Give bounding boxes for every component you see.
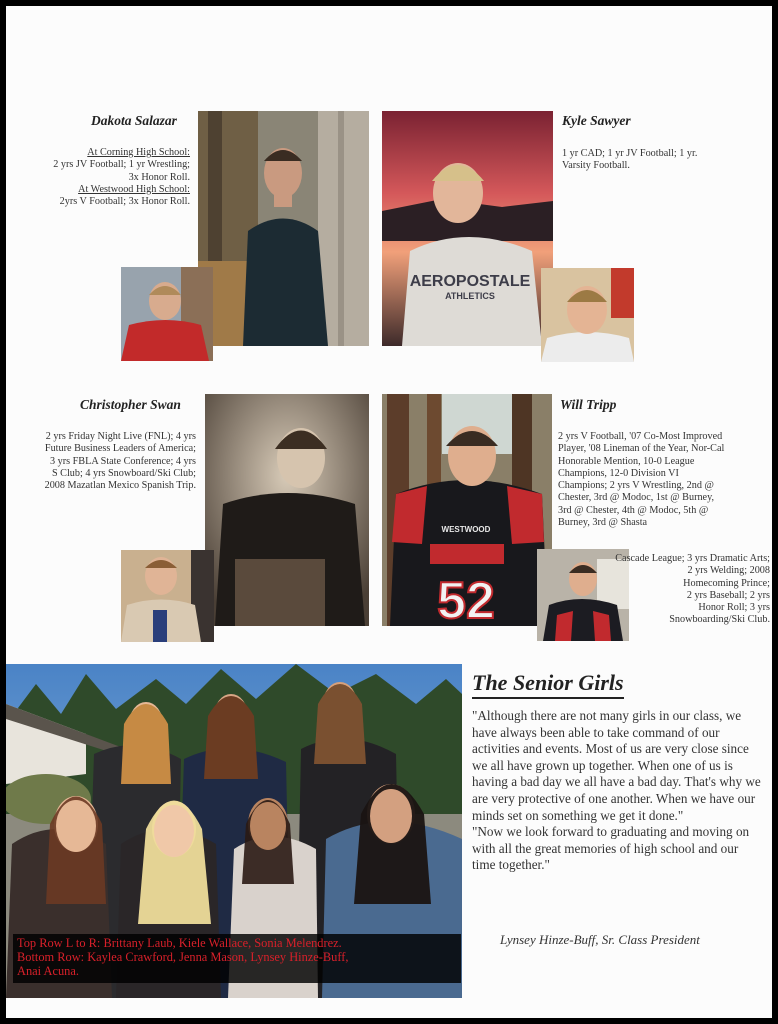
bio-line: At Westwood High School: — [78, 183, 190, 195]
bio-line: 1 yr CAD; 1 yr JV Football; 1 yr. — [562, 148, 698, 159]
bio-line: 3 yrs FBLA State Conference; 4 yrs — [50, 455, 196, 467]
shirt-text-aeropostale: AEROPOSTALE — [409, 273, 531, 290]
group-photo-caption — [13, 934, 461, 983]
senior-bio-christopher — [12, 431, 196, 492]
senior-name-dakota: Dakota Salazar — [91, 113, 177, 128]
quote-paragraph: "Now we look forward to graduating and moving on with all the great memories of high school and our time together." — [472, 824, 750, 873]
bio-line: 2yrs V Football; 3x Honor Roll. — [59, 196, 190, 208]
bio-line: Champions, 12-0 Division VI — [558, 467, 679, 479]
jersey-number: 52 — [437, 572, 495, 626]
caption-line: Anai Acuna. — [17, 964, 79, 979]
bio-line: 2 yrs JV Football; 1 yr Wrestling; — [53, 159, 190, 171]
childhood-photo-dakota — [121, 267, 213, 361]
quote-paragraph: "Although there are not many girls in our class, we have always been able to take command of our activities and events. Most of us are very close since we all have grown up together. When one of us is having a bad day we all have a bad day. That's why we are very protective of one another. When we have our minds set on something we get it done." — [472, 708, 761, 823]
bio-line: 2 yrs Friday Night Live (FNL); 4 yrs — [45, 431, 196, 442]
portrait-photo-kyle — [382, 111, 553, 346]
bio-line: Snowboarding/Ski Club. — [669, 614, 770, 626]
portrait-photo-christopher — [205, 394, 369, 626]
bio-line: 2 yrs V Football, '07 Co-Most Improved — [558, 431, 723, 442]
bio-line: Future Business Leaders of America; — [44, 443, 196, 455]
section-title-senior-girls: The Senior Girls — [472, 670, 624, 699]
bio-line: Honorable Mention, 10-0 League — [558, 455, 695, 467]
bio-line: 3x Honor Roll. — [128, 171, 190, 183]
senior-bio-kyle — [562, 148, 762, 173]
class-president-quote — [472, 708, 762, 874]
childhood-photo-christopher — [121, 550, 214, 642]
bio-line: 2 yrs Baseball; 2 yrs — [686, 589, 770, 601]
senior-name-christopher: Christopher Swan — [80, 397, 181, 412]
bio-line: Homecoming Prince; — [683, 577, 770, 589]
bio-line: 2008 Mazatlan Mexico Spanish Trip. — [44, 480, 196, 492]
bio-line: Burney, 3rd @ Shasta — [558, 517, 648, 529]
bio-line: Cascade League; 3 yrs Dramatic Arts; — [615, 553, 770, 564]
bio-line: Honor Roll; 3 yrs — [698, 602, 770, 614]
caption-line: Bottom Row: Kaylea Crawford, Jenna Mason, Lynsey Hinze-Buff, — [17, 950, 349, 965]
jersey-text: WESTWOOD — [441, 525, 491, 534]
childhood-photo-kyle — [541, 268, 634, 362]
bio-line: S Club; 4 yrs Snowboard/Ski Club; — [51, 467, 196, 479]
caption-line: Top Row L to R: Brittany Laub, Kiele Wallace, Sonia Melendrez. — [17, 936, 342, 950]
portrait-photo-will — [382, 394, 552, 626]
bio-line: Player, '08 Lineman of the Year, Nor-Cal — [558, 443, 725, 455]
bio-line: Champions; 2 yrs V Wrestling, 2nd @ — [558, 480, 714, 492]
bio-line: Chester, 3rd @ Modoc, 1st @ Burney, — [558, 492, 715, 504]
quote-signature: Lynsey Hinze-Buff, Sr. Class President — [500, 932, 700, 947]
senior-bio-will-continued — [560, 553, 770, 627]
portrait-photo-dakota — [198, 111, 369, 346]
bio-line: At Corning High School: — [87, 147, 190, 158]
shirt-text-athletics: ATHLETICS — [445, 291, 495, 301]
senior-bio-will — [558, 431, 770, 529]
bio-line: 3rd @ Chester, 4th @ Modoc, 5th @ — [558, 504, 709, 516]
bio-line: 2 yrs Welding; 2008 — [687, 565, 770, 577]
senior-name-will: Will Tripp — [560, 397, 617, 412]
senior-name-kyle: Kyle Sawyer — [562, 113, 631, 128]
senior-bio-dakota — [20, 147, 190, 208]
bio-line: Varsity Football. — [562, 160, 630, 172]
